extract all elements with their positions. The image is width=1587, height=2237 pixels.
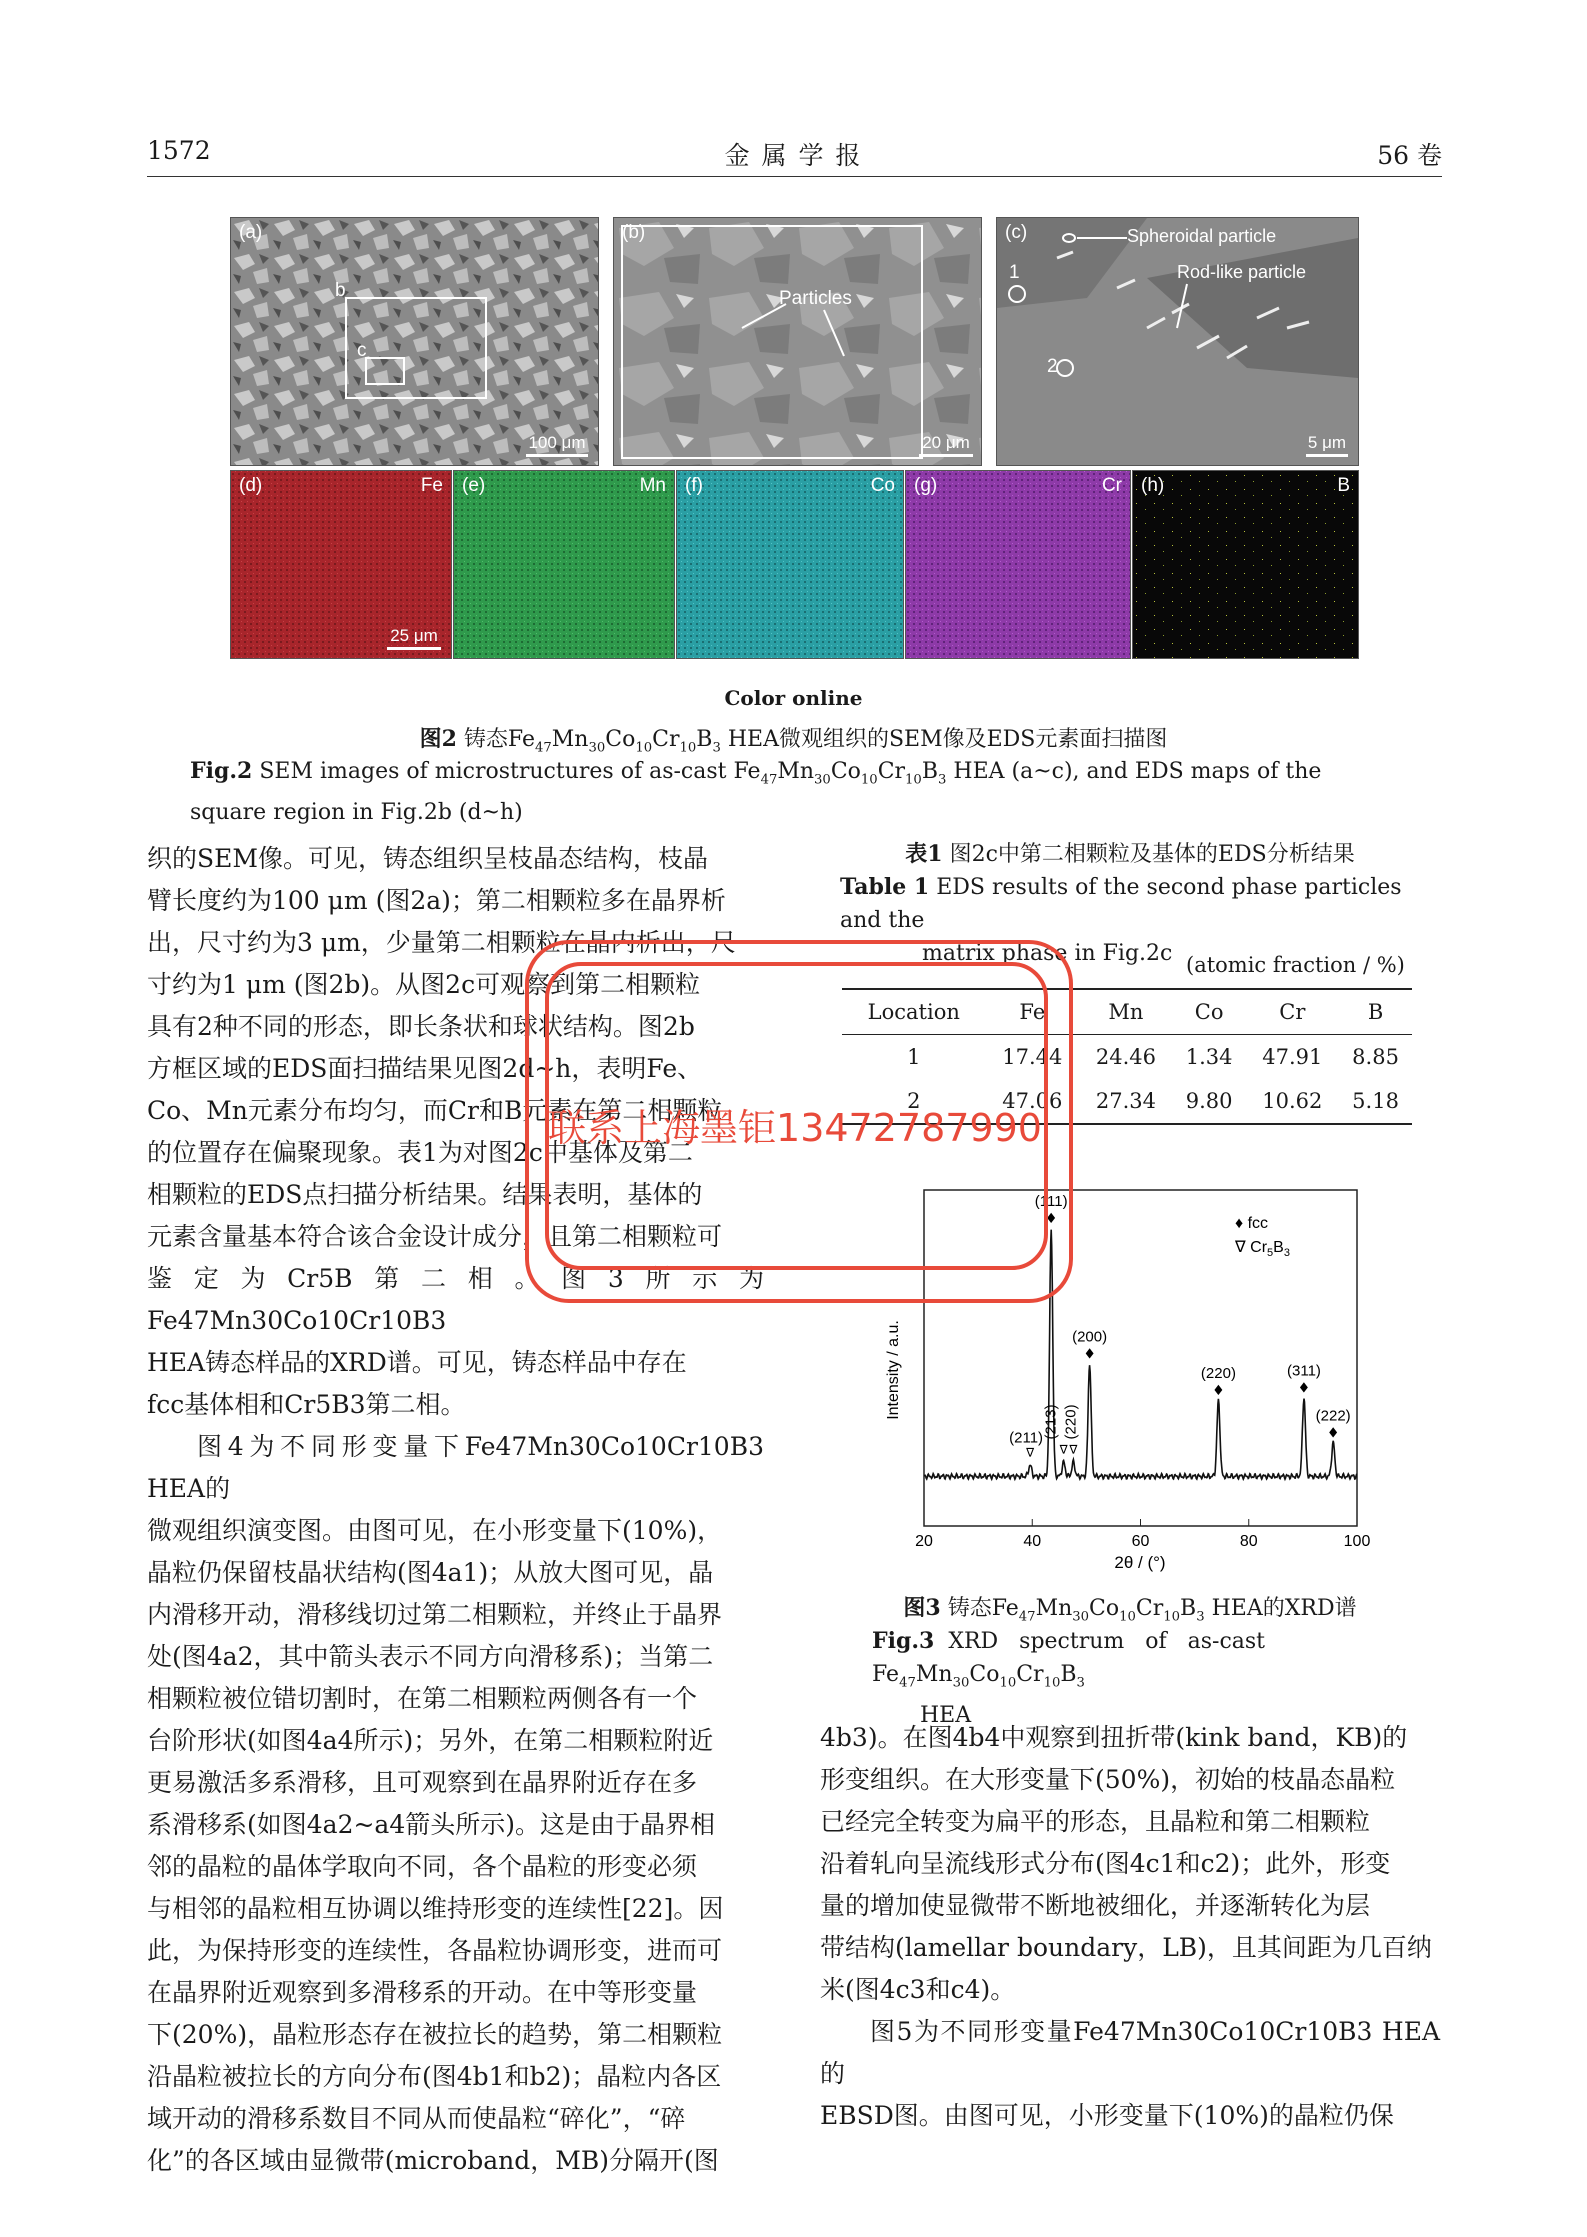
fcc-peak-marker: ♦	[1044, 1211, 1058, 1228]
text-line: 的位置存在偏聚现象。表1为对图2c中基体及第二	[147, 1138, 693, 1167]
fcc-peak-label: (111)	[1034, 1193, 1068, 1211]
table-cell: 9.80	[1185, 1089, 1233, 1113]
table-header: Mn	[1108, 1000, 1144, 1024]
table-header: Fe	[1019, 1000, 1046, 1024]
text-line: 具有2种不同的形态，即长条状和球状结构。图2b	[147, 1012, 695, 1041]
table-cell: 47.06	[1002, 1089, 1063, 1113]
location-2-label: 2	[1047, 356, 1058, 377]
table-header: Co	[1194, 1000, 1224, 1024]
text-line: 沿晶粒被拉长的方向分布(图4b1和b2)；晶粒内各区	[147, 2062, 722, 2091]
y-axis-label: Intensity / a.u.	[885, 1320, 902, 1420]
text-line: 台阶形状(如图4a4所示)；另外，在第二相颗粒附近	[147, 1726, 714, 1755]
sem-panel-c	[996, 217, 1359, 466]
x-tick-label: 100	[1343, 1533, 1371, 1550]
x-tick-label: 80	[1239, 1533, 1258, 1550]
text-line: 内滑移开动，滑移线切过第二相颗粒，并终止于晶界	[147, 1600, 723, 1629]
cr5b3-peak-label: (213)	[1042, 1404, 1060, 1440]
text-line: 相颗粒的EDS点扫描分析结果。结果表明，基体的	[147, 1180, 703, 1209]
color-online-note: Color online	[724, 686, 863, 710]
text-line: 域开动的滑移系数目不同从而使晶粒“碎化”，“碎	[147, 2104, 686, 2133]
table-cell: 17.44	[1002, 1045, 1063, 1069]
eds-panel-cr	[905, 470, 1131, 659]
x-tick-label: 40	[1023, 1533, 1042, 1550]
page-number: 1572	[147, 136, 211, 165]
text-line: fcc基体相和Cr5B3第二相。	[147, 1390, 466, 1419]
sem-panel-b	[613, 217, 982, 466]
volume: 56 卷	[1377, 141, 1442, 170]
fcc-peak-marker: ♦	[1083, 1346, 1096, 1363]
table1-unit: (atomic fraction / %)	[1186, 953, 1405, 977]
scalebar-a-label: 100 μm	[528, 433, 586, 452]
text-line: 化”的各区域由显微带(microband，MB)分隔开(图	[147, 2146, 719, 2175]
text-line: 与相邻的晶粒相互协调以维持形变的连续性[22]。因	[147, 1894, 724, 1923]
text-line: 系滑移系(如图4a2~a4箭头所示)。这是由于晶界相	[147, 1810, 715, 1839]
eds-map-b	[1133, 471, 1358, 658]
table-cell: 8.85	[1352, 1045, 1399, 1069]
text-line: 图4为不同形变量下Fe47Mn30Co10Cr10B3 HEA的	[147, 1432, 764, 1503]
sem-panel-a	[230, 217, 599, 466]
legend-cr5b3: ∇ $Cr_5B_3$	[1235, 1239, 1290, 1259]
fcc-peak-marker: ♦	[1212, 1383, 1225, 1400]
header-rule	[147, 176, 1442, 177]
scalebar-d	[387, 626, 441, 650]
text-line: 带结构(lamellar boundary，LB)，且其间距为几百纳	[820, 1933, 1432, 1962]
text-line: 在晶界附近观察到多滑移系的开动。在中等形变量	[147, 1978, 698, 2007]
cr5b3-peak-marker: ∇	[1069, 1442, 1078, 1457]
text-line: 出，尺寸约为3 μm，少量第二相颗粒在晶内析出，尺	[147, 928, 736, 957]
right-column	[820, 1717, 1440, 2137]
text-line: 微观组织演变图。由图可见，在小形变量下(10%)，	[147, 1516, 723, 1545]
panel-label-f: (f)	[685, 475, 703, 496]
text-line: 鉴定为Cr5B第二相。图3所示为Fe47Mn30Co10Cr10B3	[147, 1264, 764, 1335]
box-label-b: b	[335, 280, 346, 301]
table-header: B	[1367, 1000, 1384, 1024]
eds-panel-mn	[453, 470, 675, 659]
eds-panel-co	[676, 470, 904, 659]
scalebar-b-label: 20 μm	[922, 433, 970, 452]
journal-title: 金 属 学 报	[724, 141, 863, 170]
sem-texture-c	[997, 218, 1358, 465]
panel-label-b: (b)	[622, 222, 646, 243]
scalebar-a	[526, 433, 588, 457]
fig3-caption-cn: 图3 铸态$Fe_{47}Mn_{30}Co_{10}Cr_{10}B_3$ HEA的XRD谱	[903, 1595, 1357, 1625]
text-line: 此，为保持形变的连续性，各晶粒协调形变，进而可	[147, 1936, 723, 1965]
sem-texture-b	[614, 218, 981, 465]
fcc-peak-marker: ♦	[1326, 1425, 1340, 1442]
panel-label-e: (e)	[462, 475, 486, 496]
element-label-co: Co	[870, 475, 895, 496]
location-1-label: 1	[1009, 262, 1020, 283]
watermark-text: 联系上海墨钜13472787990	[548, 1106, 1042, 1150]
scalebar-c	[1306, 433, 1348, 457]
cr5b3-peak-marker: ∇	[1026, 1445, 1035, 1460]
table-header: Cr	[1279, 1000, 1306, 1024]
text-line: 沿着轧向呈流线形式分布(图4c1和c2)；此外，形变	[820, 1849, 1391, 1878]
text-line: 处(图4a2，其中箭头表示不同方向滑移系)；当第二	[147, 1642, 714, 1671]
text-line: 图5为不同形变量Fe47Mn30Co10Cr10B3 HEA的	[820, 2017, 1440, 2088]
text-line: 相颗粒被位错切割时，在第二相颗粒两侧各有一个	[147, 1684, 698, 1713]
legend-fcc: ♦ fcc	[1235, 1215, 1269, 1232]
x-axis-label: 2θ / (°)	[1114, 1553, 1166, 1572]
panel-label-a: (a)	[239, 222, 263, 243]
text-line: 晶粒仍保留枝晶状结构(图4a1)；从放大图可见，晶	[147, 1558, 714, 1587]
fcc-peak-label: (311)	[1287, 1362, 1321, 1380]
fcc-peak-label: (222)	[1315, 1407, 1351, 1425]
cr5b3-peak-label: (211)	[1009, 1429, 1044, 1447]
panel-label-h: (h)	[1141, 475, 1165, 496]
fig2-caption-cn: 图2 铸态$Fe_{47}Mn_{30}Co_{10}Cr_{10}B_3$ HEA微观组织的SEM像及EDS元素面扫描图	[419, 726, 1168, 756]
scalebar-c-label: 5 μm	[1307, 433, 1347, 452]
element-label-b: B	[1337, 475, 1350, 496]
text-line: 形变组织。在大形变量下(50%)，初始的枝晶态晶粒	[820, 1765, 1396, 1794]
text-line: EBSD图。由图可见，小形变量下(10%)的晶粒仍保	[820, 2101, 1394, 2130]
box-label-c: c	[357, 340, 367, 361]
table-cell: 1.34	[1185, 1045, 1233, 1069]
text-line: 方框区域的EDS面扫描结果见图2d~h，表明Fe、	[147, 1054, 703, 1083]
cr5b3-peak-marker: ∇	[1059, 1442, 1068, 1457]
text-line: 量的增加使显微带不断地被细化，并逐渐转化为层	[820, 1891, 1371, 1920]
element-label-cr: Cr	[1101, 475, 1122, 496]
rod-label: Rod-like particle	[1177, 262, 1307, 282]
eds-panel-fe	[230, 470, 452, 659]
x-tick-label: 20	[915, 1533, 933, 1550]
fcc-peak-marker: ♦	[1297, 1380, 1311, 1397]
text-line: 寸约为1 μm (图2b)。从图2c可观察到第二相颗粒	[147, 970, 701, 999]
panel-label-d: (d)	[239, 475, 263, 496]
text-line: 织的SEM像。可见，铸态组织呈枝晶态结构，枝晶	[147, 844, 708, 873]
text-line: 已经完全转变为扁平的形态，且晶粒和第二相颗粒	[820, 1807, 1371, 1836]
fig2-caption-en: Fig.2 SEM images of microstructures of as-cast $Fe_{47}Mn_{30}Co_{10}Cr_{10}B_3$ HEA (a~c), and EDS maps of the square region in Fig.2b (d~h)	[190, 758, 1322, 826]
text-line: 米(图4c3和c4)。	[820, 1975, 1016, 2004]
text-line: 更易激活多系滑移，且可观察到在晶界附近存在多	[147, 1768, 698, 1797]
fcc-peak-label: (220)	[1200, 1365, 1236, 1383]
eds-panel-b	[1132, 470, 1359, 659]
eds-map-mn	[454, 471, 674, 658]
text-line: 臂长度约为100 μm (图2a)；第二相颗粒多在晶界析	[147, 886, 726, 915]
sem-texture-a	[231, 218, 598, 465]
eds-map-co	[677, 471, 903, 658]
text-line: 邻的晶粒的晶体学取向不同，各个晶粒的形变必须	[147, 1852, 698, 1881]
table-cell: 27.34	[1095, 1089, 1156, 1113]
table-cell: 24.46	[1095, 1045, 1156, 1069]
scalebar-b	[919, 433, 973, 457]
fig3-caption-en: Fig.3 XRD spectrum of as-cast $Fe_{47}Mn_{30}Co_{10}Cr_{10}B_3$ HEA	[872, 1628, 1280, 1729]
scalebar-d-label: 25 μm	[390, 626, 438, 645]
table1-title-en: Table 1 EDS results of the second phase particles and the matrix phase in Fig.2c	[840, 874, 1402, 966]
table-cell: 47.91	[1262, 1045, 1323, 1069]
fcc-peak-label: (200)	[1072, 1328, 1108, 1346]
table1-title-cn: 表1 图2c中第二相颗粒及基体的EDS分析结果	[905, 841, 1355, 867]
panel-label-g: (g)	[914, 475, 938, 496]
x-tick-label: 60	[1131, 1533, 1150, 1550]
text-line: 元素含量基本符合该合金设计成分，且第二相颗粒可	[147, 1222, 723, 1251]
text-line: Co、Mn元素分布均匀，而Cr和B元素在第二相颗粒	[147, 1096, 723, 1125]
table-cell: 5.18	[1352, 1089, 1399, 1113]
table-header: Location	[867, 1000, 960, 1024]
eds-map-cr	[906, 471, 1130, 658]
cr5b3-peak-label: (220)	[1062, 1404, 1080, 1440]
element-label-fe: Fe	[420, 475, 443, 496]
text-line: HEA铸态样品的XRD谱。可见，铸态样品中存在	[147, 1348, 687, 1377]
panel-label-c: (c)	[1005, 222, 1028, 243]
particles-label: Particles	[779, 288, 852, 309]
element-label-mn: Mn	[639, 475, 666, 496]
table-cell: 2	[907, 1089, 921, 1113]
text-line: 下(20%)，晶粒形态存在被拉长的趋势，第二相颗粒	[147, 2020, 723, 2049]
table-cell: 1	[907, 1045, 921, 1069]
table-cell: 10.62	[1262, 1089, 1323, 1113]
spheroidal-label: Spheroidal particle	[1127, 226, 1277, 246]
text-line: 4b3)。在图4b4中观察到扭折带(kink band，KB)的	[820, 1723, 1408, 1752]
